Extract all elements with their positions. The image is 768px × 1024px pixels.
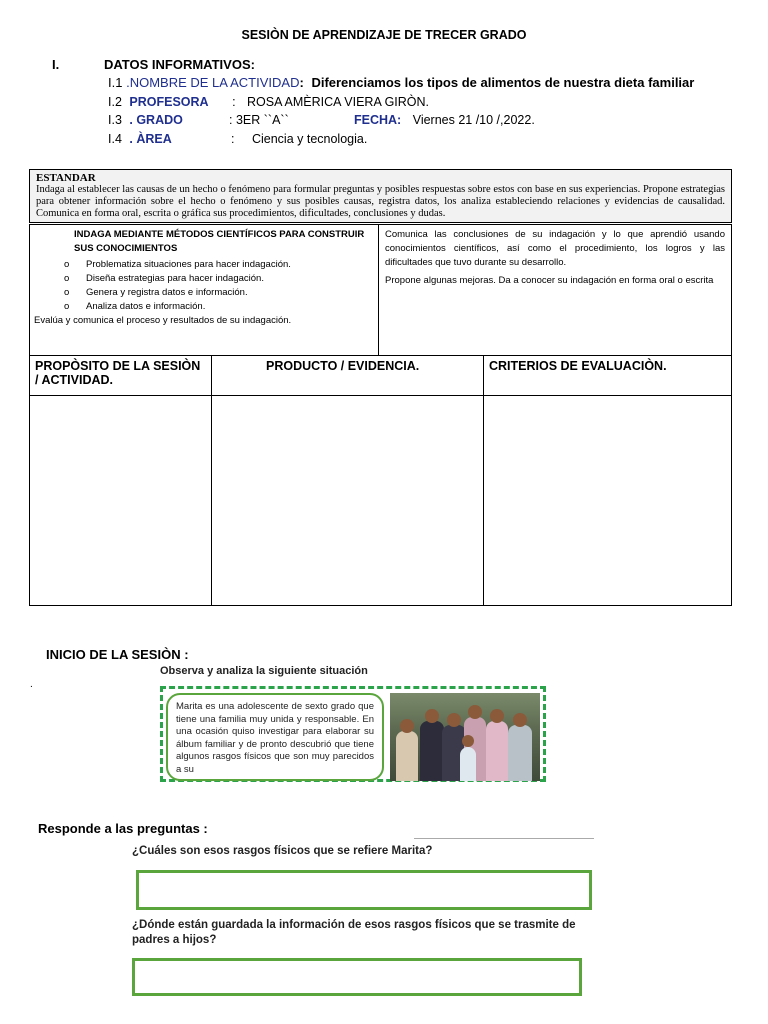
criteria-column [484, 356, 732, 605]
competence-right-p1: Comunica las conclusiones de su indagación y lo que aprendió usando conocimientos científicos, así como el procedimiento, los logros y las dificultades que tuvo durante su desarrollo. [385, 229, 725, 268]
info-number: I.2 [108, 95, 122, 109]
question-2: ¿Dónde están guardada la información de esos rasgos físicos que se trasmite de padres a hijos? [132, 919, 576, 946]
activity-name: Diferenciamos los tipos de alimentos de nuestra dieta familiar [311, 75, 695, 90]
info-number: I.1 [108, 75, 123, 90]
info-label: . GRADO [129, 113, 183, 127]
info-label: PROFESORA [129, 95, 209, 109]
answer-box-2[interactable] [132, 958, 582, 996]
area-value-group [231, 132, 367, 146]
section-title: DATOS INFORMATIVOS: [104, 57, 255, 72]
section-number: I. [52, 57, 60, 72]
info-grade-row [108, 113, 183, 127]
list-item: o Problematiza situaciones para hacer indagación. [86, 258, 374, 272]
criteria-header: CRITERIOS DE EVALUACIÒN. [484, 356, 732, 396]
info-number: I.4 [108, 132, 122, 146]
answer-box-1[interactable] [136, 870, 592, 910]
session-table [29, 355, 732, 606]
info-activity-row [108, 75, 694, 90]
info-teacher-row [108, 95, 429, 109]
date-group [354, 113, 535, 127]
standard-box [29, 169, 732, 223]
product-header: PRODUCTO / EVIDENCIA. [212, 356, 483, 396]
info-label: .NOMBRE DE LA ACTIVIDAD [126, 75, 300, 90]
standard-text: Indaga al establecer las causas de un hecho o fenómeno para formular preguntas y posibles respuestas sobre estos con base en sus experiencias. Propone estrategias para obtener información sobre el hecho o fenómeno y sus posibles causas, registra datos, los analiza estableciendo relaciones y evidencias de causalidad. Comunica en forma oral, escrita o gráfica sus procedimientos, dificultades, conclusiones y dudas. [36, 184, 725, 219]
list-item: o Analiza datos e información. [86, 300, 374, 314]
grade-value-group [229, 113, 289, 127]
info-sep: : [229, 113, 233, 127]
standard-heading: ESTANDAR [36, 172, 96, 184]
bullet-dot: . [30, 679, 33, 690]
grade-value: 3ER ``A`` [235, 113, 289, 127]
date-value: Viernes 21 /10 /,2022. [412, 113, 535, 127]
observe-heading: Observa y analiza la siguiente situación [160, 665, 368, 677]
competence-title-text: INDAGA MEDIANTE MÉTODOS CIENTÍFICOS PARA CONSTRUIR SUS CONOCIMIENTOS [74, 229, 365, 254]
purpose-column [30, 356, 212, 605]
divider-line [414, 838, 594, 839]
date-label: FECHA: [354, 113, 402, 127]
list-item: o Genera y registra datos e información. [86, 286, 374, 300]
questions-heading: Responde a las preguntas : [38, 821, 208, 836]
competence-title [34, 228, 374, 256]
competence-right-cell [379, 225, 731, 355]
family-photo [390, 693, 540, 781]
question-1: ¿Cuáles son esos rasgos físicos que se refiere Marita? [132, 845, 433, 857]
start-heading: INICIO DE LA SESIÒN : [46, 647, 189, 662]
story-text: Marita es una adolescente de sexto grado que tiene una familia muy unida y responsable. En una ocasión quiso investigar para elaborar su álbum familiar y de pronto descubrió que tiene algunos rasgos físicos que son muy parecidos a su [166, 693, 384, 781]
area-value: Ciencia y tecnologia. [251, 132, 368, 146]
page-title: SESIÒN DE APRENDIZAJE DE TRECER GRADO [241, 28, 527, 42]
competence-footer: Evalúa y comunica el proceso y resultados de su indagación. [34, 315, 292, 326]
list-item: o Diseña estrategias para hacer indagación. [86, 272, 374, 286]
competence-right-p2: Propone algunas mejoras. Da a conocer su indagación en forma oral o escrita [385, 275, 714, 286]
info-area-row [108, 132, 172, 146]
capacity-list [34, 258, 374, 314]
competence-box [29, 224, 732, 356]
info-label: . ÀREA [129, 132, 172, 146]
competence-left-cell [30, 225, 379, 355]
teacher-name: ROSA AMÈRICA VIERA GIRÒN. [247, 95, 430, 109]
info-number: I.3 [108, 113, 122, 127]
info-sep: : [231, 132, 235, 146]
info-sep: : [299, 75, 304, 90]
product-column [212, 356, 484, 605]
info-sep: : [232, 95, 236, 109]
purpose-header: PROPÒSITO DE LA SESIÒN / ACTIVIDAD. [30, 356, 211, 396]
